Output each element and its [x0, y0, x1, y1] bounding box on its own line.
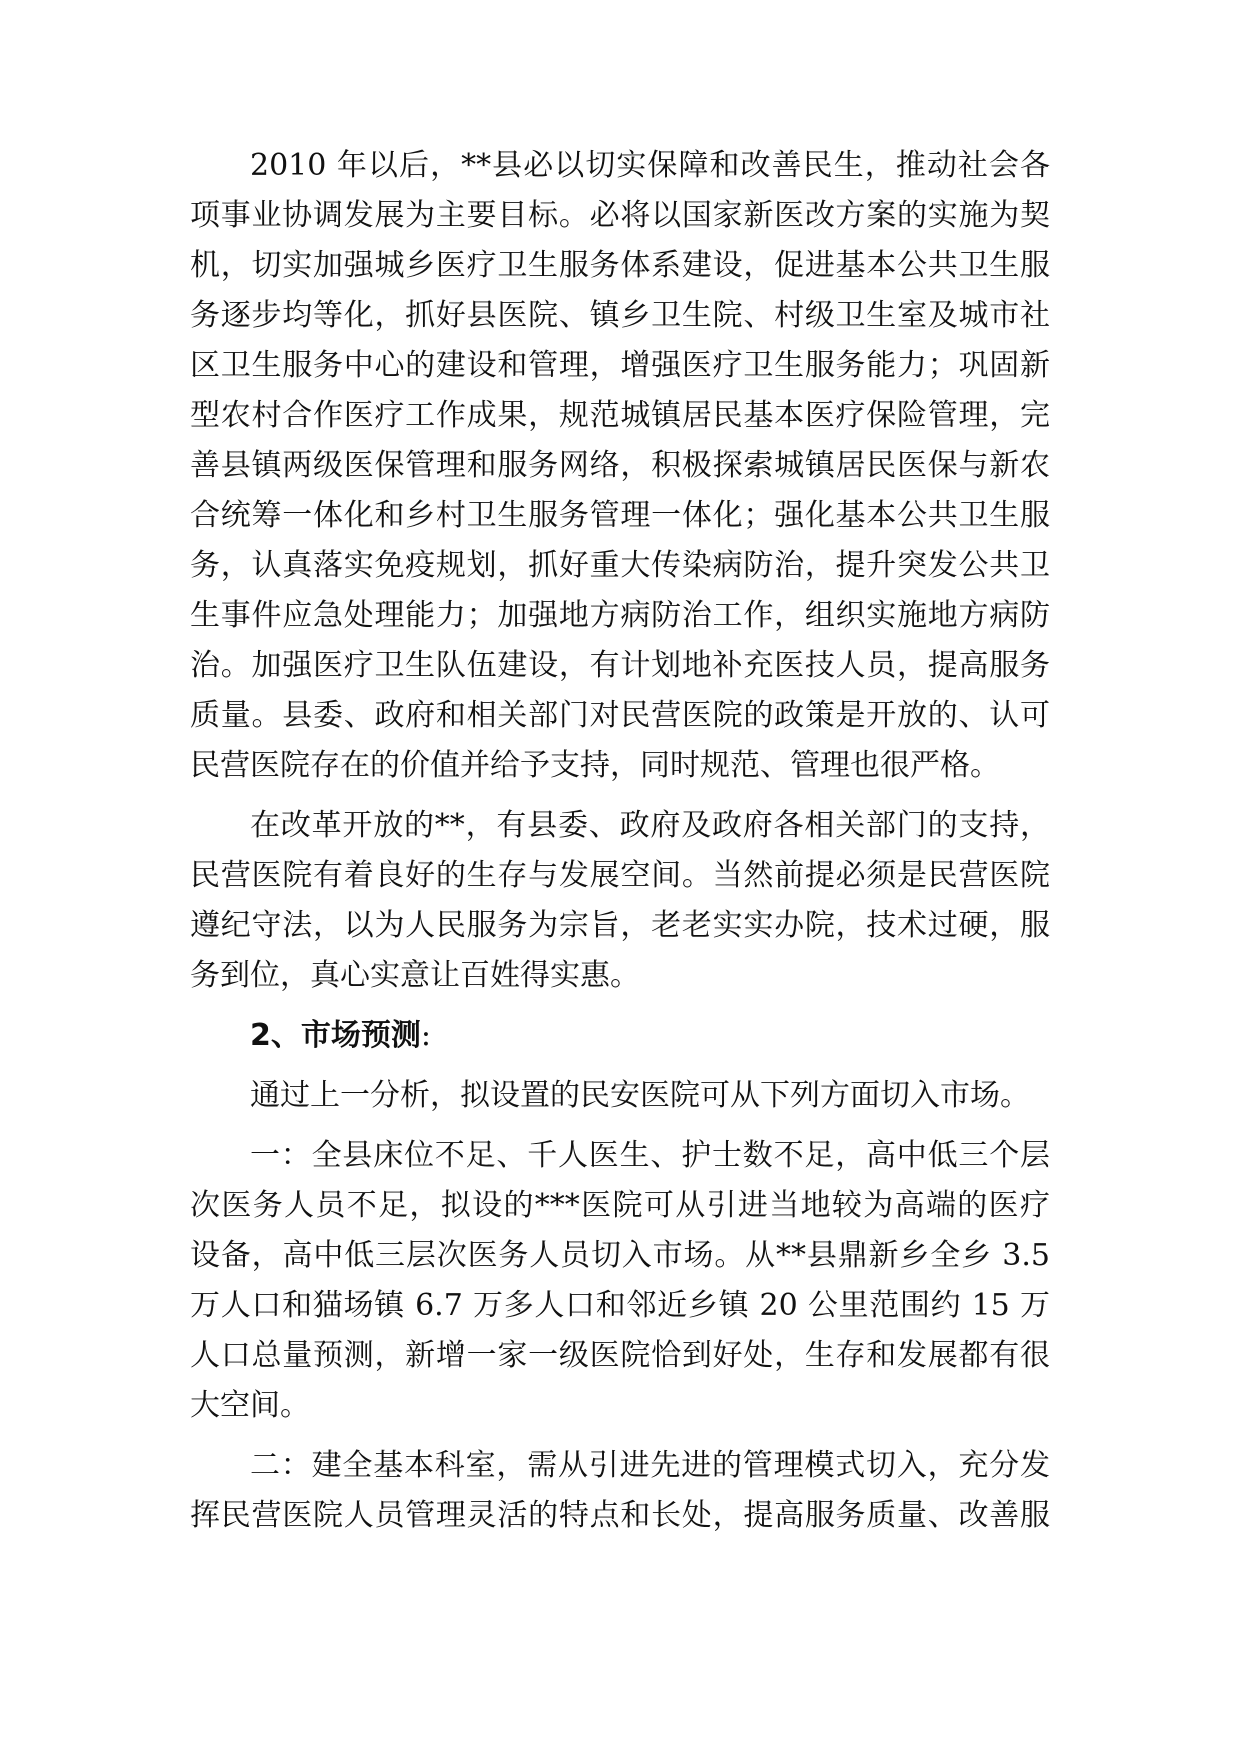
paragraph-1-line-2: 项事业协调发展为主要目标。必将以国家新医改方案的实施为契: [190, 198, 1050, 233]
paragraph-1-line-5: 区卫生服务中心的建设和管理，增强医疗卫生服务能力；巩固新: [190, 348, 1050, 383]
paragraph-2-line-3: 遵纪守法，以为人民服务为宗旨，老老实实办院，技术过硬，服: [190, 908, 1050, 943]
section-paragraph-2-line-6: 大空间。: [190, 1388, 310, 1423]
section-paragraph-2-line-1: 一：全县床位不足、千人医生、护士数不足，高中低三个层: [250, 1138, 1050, 1173]
section-paragraph-2-line-2: 次医务人员不足，拟设的***医院可从引进当地较为高端的医疗: [190, 1188, 1050, 1223]
paragraph-1-line-3: 机，切实加强城乡医疗卫生服务体系建设，促进基本公共卫生服: [190, 248, 1050, 283]
section-paragraph-2-line-3: 设备，高中低三层次医务人员切入市场。从**县鼎新乡全乡 3.5: [190, 1238, 1050, 1273]
paragraph-1-line-9: 务，认真落实免疫规划，抓好重大传染病防治，提升突发公共卫: [190, 548, 1050, 583]
paragraph-1-line-4: 务逐步均等化，抓好县医院、镇乡卫生院、村级卫生室及城市社: [190, 298, 1050, 333]
paragraph-2-line-4: 务到位，真心实意让百姓得实惠。: [190, 958, 640, 993]
section-paragraph-2-line-4: 万人口和猫场镇 6.7 万多人口和邻近乡镇 20 公里范围约 15 万: [190, 1288, 1050, 1323]
section-heading-text: 2、市场预测: [250, 1018, 421, 1053]
section-heading-colon: :: [420, 1018, 431, 1053]
section-paragraph-3-line-1: 二：建全基本科室，需从引进先进的管理模式切入，充分发: [250, 1448, 1050, 1483]
paragraph-1-line-7: 善县镇两级医保管理和服务网络，积极探索城镇居民医保与新农: [190, 448, 1050, 483]
section-paragraph-1-line-1: 通过上一分析，拟设置的民安医院可从下列方面切入市场。: [250, 1078, 1030, 1113]
paragraph-1-line-8: 合统筹一体化和乡村卫生服务管理一体化；强化基本公共卫生服: [190, 498, 1050, 533]
section-heading: [250, 1016, 1050, 1056]
section-paragraph-3-line-2: 挥民营医院人员管理灵活的特点和长处，提高服务质量、改善服: [190, 1498, 1050, 1533]
paragraph-1-line-12: 质量。县委、政府和相关部门对民营医院的政策是开放的、认可: [190, 698, 1050, 733]
paragraph-1-line-13: 民营医院存在的价值并给予支持，同时规范、管理也很严格。: [190, 748, 1000, 783]
section-paragraph-2-line-5: 人口总量预测，新增一家一级医院恰到好处，生存和发展都有很: [190, 1338, 1050, 1373]
paragraph-2-line-1: 在改革开放的**，有县委、政府及政府各相关部门的支持，: [250, 808, 1050, 843]
paragraph-1-line-10: 生事件应急处理能力；加强地方病防治工作，组织实施地方病防: [190, 598, 1050, 633]
paragraph-1-line-6: 型农村合作医疗工作成果，规范城镇居民基本医疗保险管理，完: [190, 398, 1050, 433]
paragraph-1-line-11: 治。加强医疗卫生队伍建设，有计划地补充医技人员，提高服务: [190, 648, 1050, 683]
paragraph-1-line-1: 2010 年以后，**县必以切实保障和改善民生，推动社会各: [250, 148, 1050, 183]
paragraph-2-line-2: 民营医院有着良好的生存与发展空间。当然前提必须是民营医院: [190, 858, 1050, 893]
